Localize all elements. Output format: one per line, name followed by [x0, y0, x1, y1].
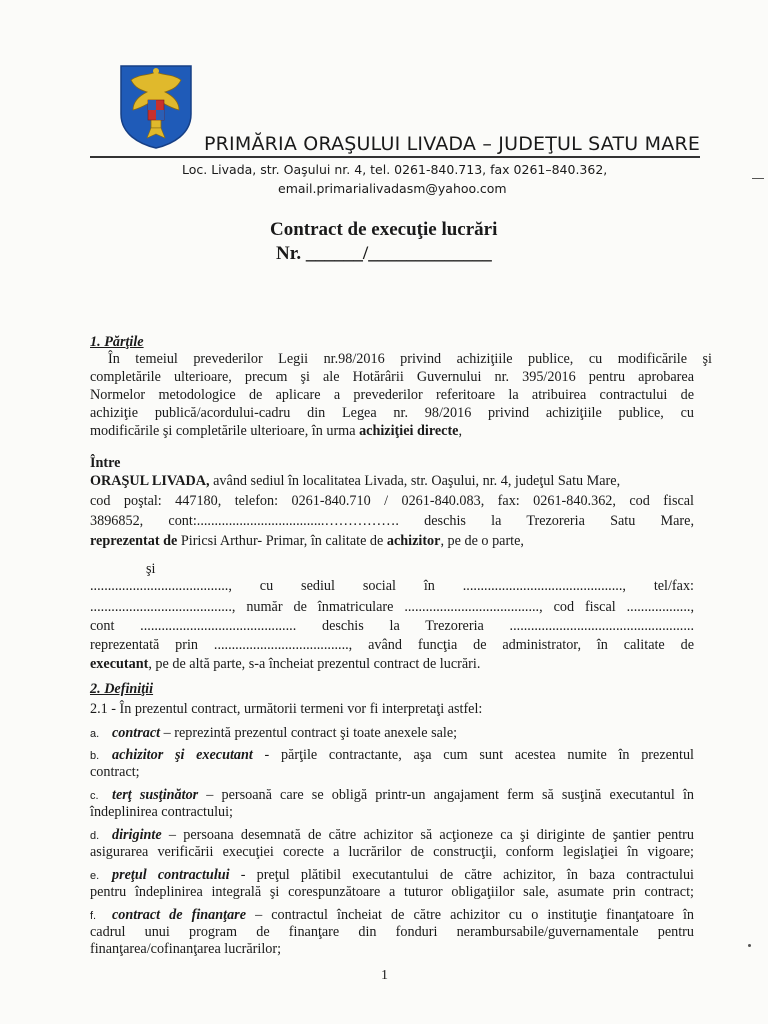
- list-label: a.: [90, 728, 100, 740]
- definition-term: preţul contractului: [112, 867, 230, 883]
- definition-term: contract de finanţare: [112, 907, 247, 923]
- document-title: Contract de execuţie lucrări: [270, 219, 498, 240]
- text-fragment: având sediul în localitatea Livada, str. Oaşului, nr. 4, judeţul Satu Mare,: [209, 473, 621, 489]
- text-fragment: ORAŞUL LIVADA,: [90, 473, 210, 489]
- paragraph-line: achiziţie publică/acordului-cadru din Legea nr. 98/2016 privind achiziţiile publice, cu: [90, 405, 694, 421]
- text-fragment: ,: [458, 423, 463, 439]
- definition-term: terţ susţinător: [112, 787, 199, 803]
- text-fragment: - preţul plătibil executantului de către achizitor, în baza contractului: [229, 867, 694, 883]
- paragraph-line: [90, 532, 694, 550]
- text-fragment: , pe de o parte,: [440, 533, 524, 549]
- list-label: b.: [90, 750, 100, 762]
- definition-term: achizitor şi executant: [112, 747, 253, 763]
- paragraph-line: cont ............................................ deschis la Trezoreria ....................................................: [90, 618, 694, 634]
- document-number: Nr. ______/_____________: [276, 243, 492, 264]
- text-fragment: - părţile contractante, aşa cum sunt acestea numite în prezentul: [252, 747, 694, 763]
- list-label: e.: [90, 870, 100, 882]
- paragraph-line: contract;: [90, 764, 140, 780]
- text-fragment: modificările şi completările ulterioare, în urma: [90, 423, 360, 439]
- scan-speck: [748, 944, 751, 947]
- paragraph-line: completările ulterioare, precum şi ale Hotărârii Guvernului nr. 395/2016 pentru aprobarea: [90, 369, 694, 385]
- definition-term: contract: [112, 725, 161, 741]
- text-fragment: , pe de altă parte, s-a încheiat prezentul contract de lucrări.: [148, 656, 481, 672]
- text-fragment: – persoană care se obligă printr-un angajament ferm să susţină executantul în: [198, 787, 694, 803]
- page-number: 1: [381, 968, 388, 983]
- scan-speck: [752, 178, 764, 179]
- text-fragment: – persoana desemnată de către achizitor să acţioneze ca şi diriginte de şantier pentru: [161, 827, 694, 843]
- paragraph-line: reprezentată prin ......................................, având funcţia de administrator, în calitate de: [90, 637, 694, 653]
- paragraph-line: pentru îndeplinirea integrală şi corespunzătoare a tuturor obligaţiilor sale, asumate prin contract;: [90, 884, 694, 900]
- definition-item: [90, 724, 694, 743]
- paragraph-line: 2.1 - În prezentul contract, următorii termeni vor fi interpretaţi astfel:: [90, 701, 483, 717]
- paragraph-line: finanţarea/cofinanţarea lucrărilor;: [90, 941, 282, 957]
- section-heading: 1. Părţile: [90, 334, 144, 350]
- paragraph-line: îndeplinirea contractului;: [90, 804, 234, 820]
- paragraph-line: Normelor metodologice de aplicare a prevederilor referitoare la atribuirea contractului de: [90, 387, 694, 403]
- paragraph-line: [90, 655, 694, 673]
- text-fragment: – contractul încheiat de către achizitor cu o instituţie finanţatoare în: [246, 907, 694, 923]
- institution-title: PRIMĂRIA ORAŞULUI LIVADA – JUDEŢUL SATU MARE: [204, 133, 701, 155]
- between-label: Între: [90, 455, 121, 471]
- list-label: f.: [90, 910, 97, 922]
- paragraph-line: [90, 472, 694, 490]
- section-heading: 2. Definiţii: [90, 681, 154, 697]
- paragraph-line: ......................................., cu sediul social în ............................................., tel/fax:: [90, 578, 694, 594]
- header-divider: [90, 156, 700, 158]
- text-fragment: reprezentat de: [90, 533, 178, 549]
- institution-email: email.primarialivadasm@yahoo.com: [278, 181, 507, 196]
- paragraph-line: asigurarea verificării execuţiei corecte a lucrărilor de construcţii, conform legislaţiei în vigoare;: [90, 844, 694, 860]
- and-label: şi: [146, 561, 156, 577]
- text-fragment: achiziţiei directe: [359, 423, 459, 439]
- text-fragment: Piricsi Arthur- Primar, în calitate de: [177, 533, 387, 549]
- paragraph-line: În temeiul prevederilor Legii nr.98/2016 privind achiziţiile publice, cu modificările şi: [108, 351, 712, 367]
- paragraph-line: cadrul unui program de finanţare din fonduri nerambursabile/guvernamentale pentru: [90, 924, 694, 940]
- text-fragment: – reprezintă prezentul contract şi toate anexele sale;: [160, 725, 458, 741]
- text-fragment: achizitor: [386, 533, 441, 549]
- text-fragment: executant: [90, 656, 149, 672]
- institution-address: Loc. Livada, str. Oaşului nr. 4, tel. 0261-840.713, fax 0261–840.362,: [182, 162, 608, 177]
- paragraph-line: cod poştal: 447180, telefon: 0261-840.710 / 0261-840.083, fax: 0261-840.362, cod fiscal: [90, 493, 694, 509]
- paragraph-line: ........................................, număr de înmatriculare ......................................, cod fiscal ..................,: [90, 599, 694, 615]
- paragraph-line: [90, 422, 694, 440]
- list-label: d.: [90, 830, 100, 842]
- paragraph-line: 3896852, cont:....................................……………. deschis la Trezoreria Satu Mare,: [90, 513, 694, 529]
- definition-term: diriginte: [112, 827, 162, 843]
- romania-coat-of-arms-icon: [117, 62, 195, 150]
- list-label: c.: [90, 790, 99, 802]
